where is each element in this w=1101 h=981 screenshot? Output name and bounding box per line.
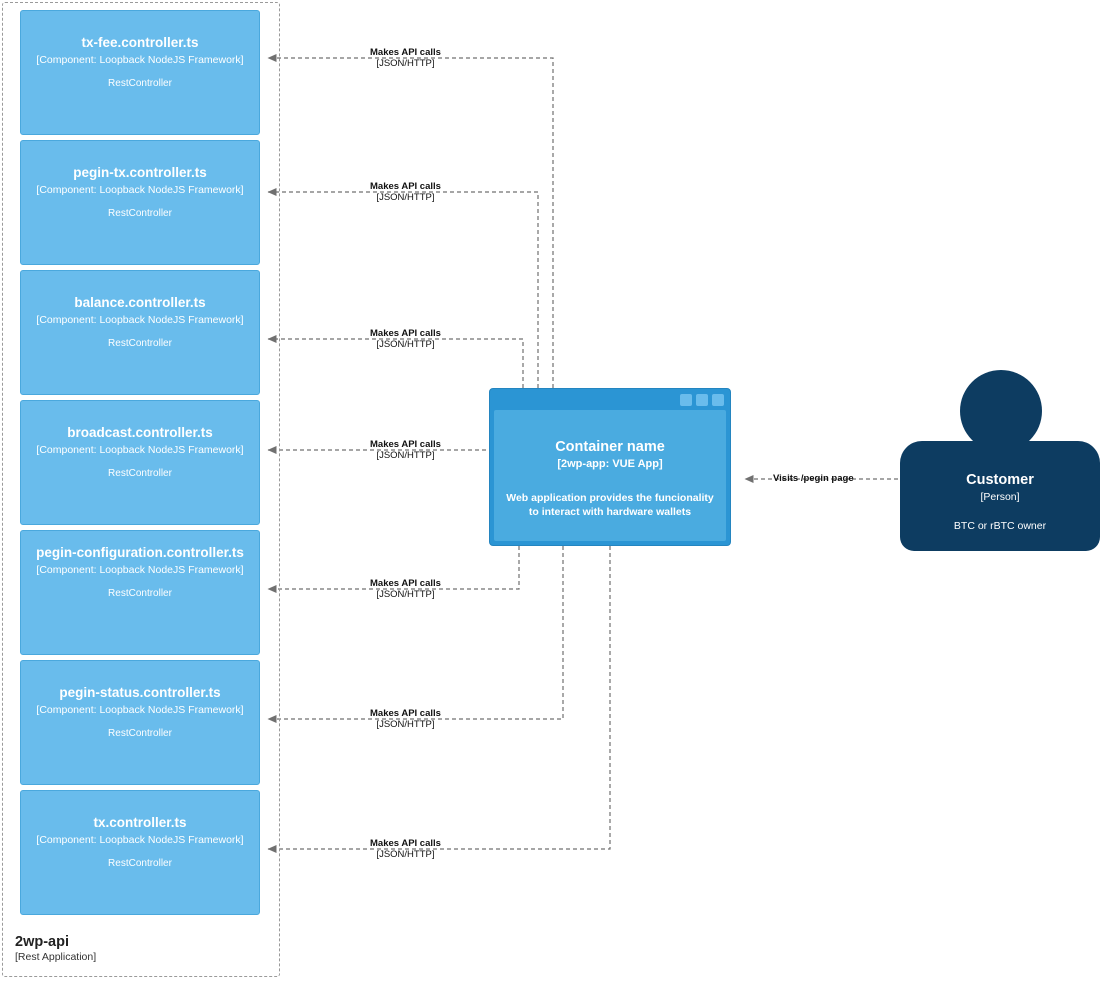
boundary-type: [Rest Application] bbox=[15, 950, 97, 963]
component-technology: [Component: Loopback NodeJS Framework] bbox=[36, 443, 244, 456]
edge-label-broadcast bbox=[370, 440, 441, 462]
component-technology: [Component: Loopback NodeJS Framework] bbox=[36, 313, 244, 326]
edge-label-text: Makes API calls bbox=[370, 708, 441, 719]
browser-dot-icon bbox=[712, 394, 724, 406]
container-technology: [2wp-app: VUE App] bbox=[557, 458, 663, 470]
edge-label-technology: [JSON/HTTP] bbox=[376, 718, 435, 730]
component-title: pegin-status.controller.ts bbox=[59, 685, 221, 700]
edge-label-text: Makes API calls bbox=[370, 838, 441, 849]
component-description: RestController bbox=[108, 208, 172, 220]
browser-window-controls bbox=[680, 394, 724, 406]
boundary-name: 2wp-api bbox=[15, 933, 69, 950]
browser-chrome bbox=[494, 393, 726, 410]
component-description: RestController bbox=[108, 588, 172, 600]
person-name: Customer bbox=[966, 472, 1034, 488]
component-pegin-configuration-controller[interactable] bbox=[20, 530, 260, 655]
edge-label-technology: [JSON/HTTP] bbox=[376, 449, 435, 461]
component-pegin-tx-controller[interactable] bbox=[20, 140, 260, 265]
edge-label-pegintx bbox=[370, 182, 441, 204]
component-balance-controller[interactable] bbox=[20, 270, 260, 395]
edge-label-peginconfiguration bbox=[370, 579, 441, 601]
container-description: Web application provides the funcionality to interact with hardware wallets bbox=[506, 492, 714, 519]
component-description: RestController bbox=[108, 78, 172, 90]
component-technology: [Component: Loopback NodeJS Framework] bbox=[36, 703, 244, 716]
person-body bbox=[900, 441, 1100, 551]
edge-label-text: Makes API calls bbox=[370, 328, 441, 339]
container-body bbox=[494, 410, 726, 541]
component-title: balance.controller.ts bbox=[74, 295, 206, 310]
edge-label-text: Makes API calls bbox=[370, 181, 441, 192]
edge-label-text: Makes API calls bbox=[370, 439, 441, 450]
component-tx-fee-controller[interactable] bbox=[20, 10, 260, 135]
component-title: tx.controller.ts bbox=[93, 815, 187, 830]
boundary-label bbox=[15, 933, 96, 964]
edge-label-text: Makes API calls bbox=[370, 578, 441, 589]
component-title: pegin-tx.controller.ts bbox=[73, 165, 207, 180]
edge-label-tx bbox=[370, 839, 441, 861]
edge-pegintx bbox=[268, 192, 538, 388]
component-description: RestController bbox=[108, 468, 172, 480]
component-title: broadcast.controller.ts bbox=[67, 425, 213, 440]
edge-label-peginstatus bbox=[370, 709, 441, 731]
edge-label-text: Makes API calls bbox=[370, 47, 441, 58]
edge-label-customer-visits bbox=[773, 474, 854, 485]
component-description: RestController bbox=[108, 858, 172, 870]
component-description: RestController bbox=[108, 338, 172, 350]
person-head-icon bbox=[960, 370, 1042, 452]
edge-label-technology: [JSON/HTTP] bbox=[376, 57, 435, 69]
component-pegin-status-controller[interactable] bbox=[20, 660, 260, 785]
container-title: Container name bbox=[555, 439, 665, 455]
component-title: tx-fee.controller.ts bbox=[81, 35, 199, 50]
browser-dot-icon bbox=[696, 394, 708, 406]
edge-peginstatus bbox=[268, 546, 563, 719]
component-technology: [Component: Loopback NodeJS Framework] bbox=[36, 833, 244, 846]
edge-label-text: Visits /pegin page bbox=[773, 473, 854, 484]
container-2wp-app[interactable] bbox=[489, 388, 731, 546]
person-type: [Person] bbox=[980, 491, 1020, 503]
edge-label-technology: [JSON/HTTP] bbox=[376, 338, 435, 350]
component-description: RestController bbox=[108, 728, 172, 740]
edge-label-technology: [JSON/HTTP] bbox=[376, 588, 435, 600]
edge-label-technology: [JSON/HTTP] bbox=[376, 191, 435, 203]
component-broadcast-controller[interactable] bbox=[20, 400, 260, 525]
person-description: BTC or rBTC owner bbox=[953, 520, 1047, 532]
component-technology: [Component: Loopback NodeJS Framework] bbox=[36, 563, 244, 576]
component-technology: [Component: Loopback NodeJS Framework] bbox=[36, 183, 244, 196]
edge-label-technology: [JSON/HTTP] bbox=[376, 848, 435, 860]
component-title: pegin-configuration.controller.ts bbox=[36, 545, 244, 560]
component-technology: [Component: Loopback NodeJS Framework] bbox=[36, 53, 244, 66]
browser-dot-icon bbox=[680, 394, 692, 406]
component-tx-controller[interactable] bbox=[20, 790, 260, 915]
edge-label-txfee bbox=[370, 48, 441, 70]
edge-label-balance bbox=[370, 329, 441, 351]
